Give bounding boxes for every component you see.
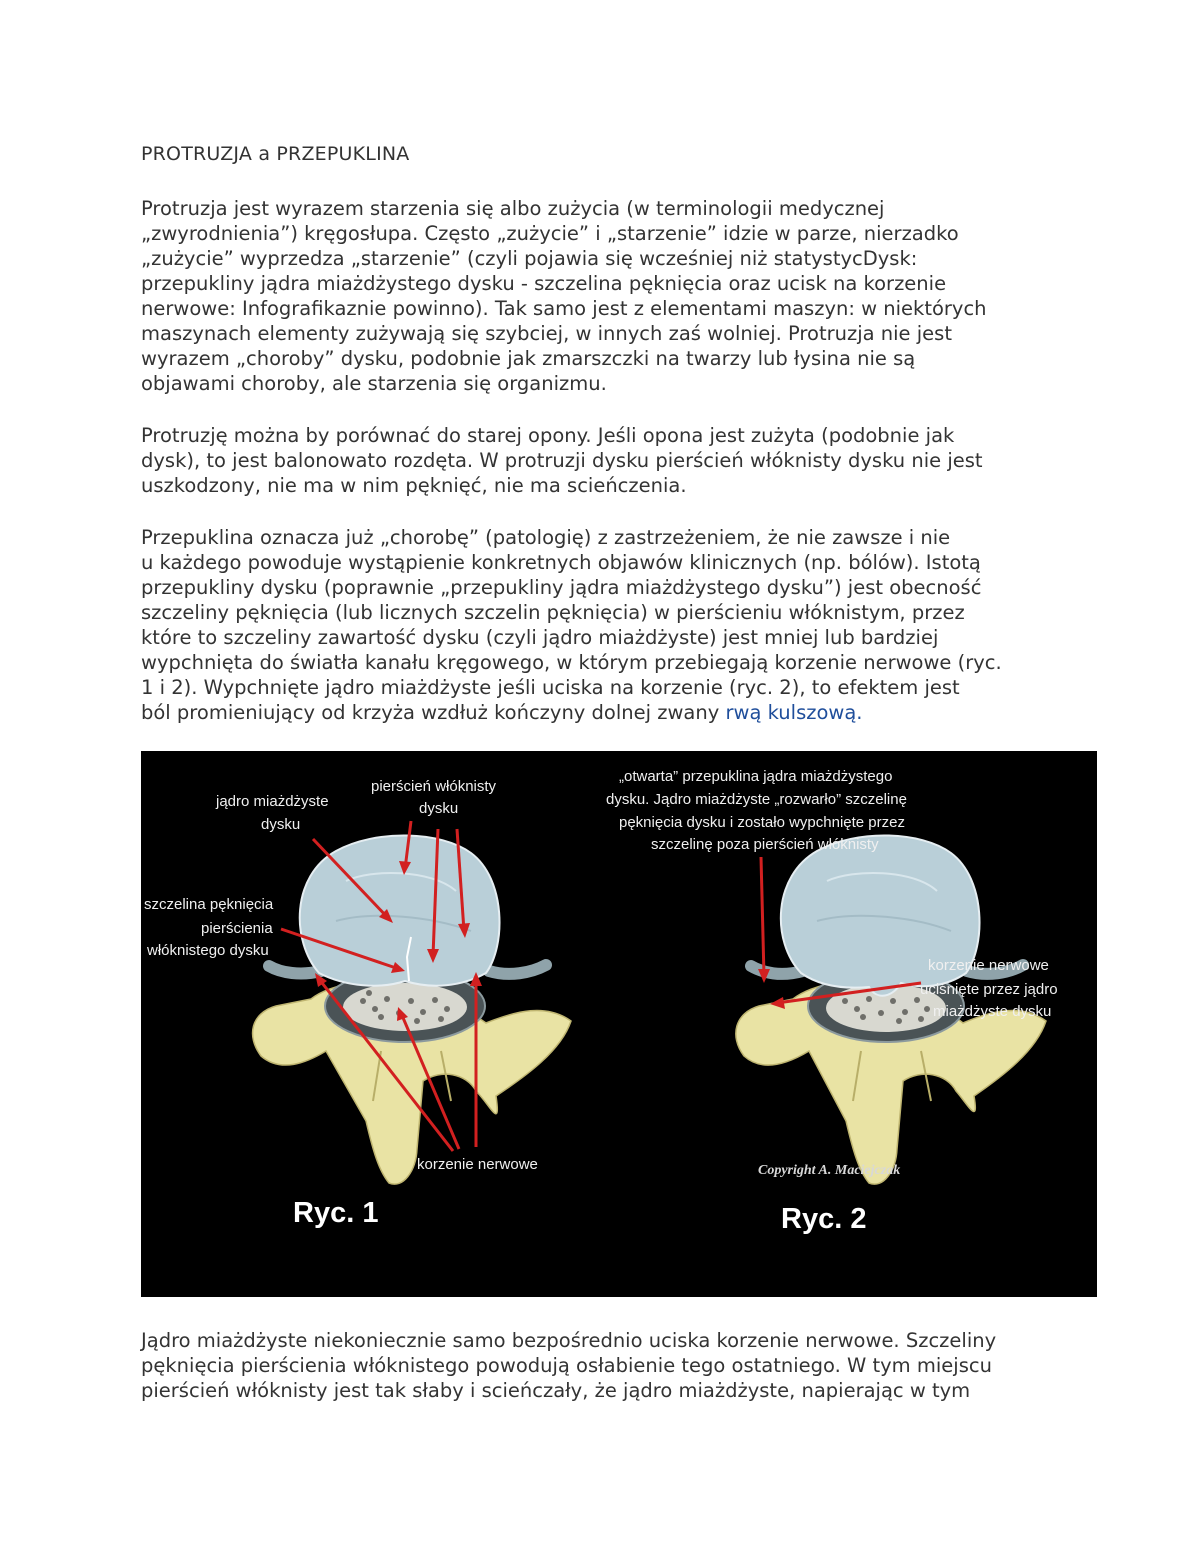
text-line: które to szczeliny zawartość dysku (czyli jądro miażdżyste) jest mniej lub bardziej	[141, 626, 939, 649]
label-roots-fig1: korzenie nerwowe	[417, 1156, 538, 1173]
text-line: pierścień włóknisty jest tak słaby i scieńczały, że jądro miażdżyste, napierając w tym	[141, 1379, 971, 1402]
text-line	[141, 700, 1086, 725]
text-line: objawami choroby, ale starzenia się organizmu.	[141, 372, 607, 395]
paragraph-tyre-comparison	[141, 423, 1086, 498]
text-line: przepukliny dysku (poprawnie „przepukliny jądra miażdżystego dysku”) jest obecność	[141, 576, 982, 599]
label-nucleus-line2: dysku	[261, 816, 301, 833]
label-open-line2: dysku. Jądro miażdżyste „rozwarło” szczelinę	[606, 791, 907, 808]
text-line: uszkodzony, nie ma w nim pęknięć, nie ma scieńczenia.	[141, 474, 687, 497]
disc-herniation-figure	[141, 751, 1097, 1297]
label-annulus-line1: pierścień włóknisty	[371, 778, 497, 795]
text-line: Protruzję można by porównać do starej opony. Jeśli opona jest zużyta (podobnie jak	[141, 424, 955, 447]
text-line: dysk), to jest balonowato rozdęta. W protruzji dysku pierścień włóknisty dysku nie jest	[141, 449, 983, 472]
text-line: „zużycie” wyprzedza „starzenie” (czyli pojawia się wcześniej niż statystycDysk:	[141, 247, 918, 270]
label-open-line4: szczelinę poza pierścień włóknisty	[651, 836, 879, 853]
label-fissure-line2: pierścienia	[201, 920, 273, 937]
label-roots-fig2-line3: miażdżyste dysku	[933, 1003, 1052, 1020]
label-annulus-line2: dysku	[419, 800, 459, 817]
caption-ryc-2: Ryc. 2	[781, 1203, 867, 1235]
label-fissure-line1: szczelina pęknięcia	[144, 896, 274, 913]
label-fissure-line3: włóknistego dysku	[147, 942, 269, 959]
sciatica-link[interactable]: rwą kulszową.	[725, 701, 863, 724]
document-title: PROTRUZJA a PRZEPUKLINA	[141, 143, 410, 165]
text-line: „zwyrodnienia”) kręgosłupa. Często „zużycie” i „starzenie” idzie w parze, nierzadko	[141, 222, 959, 245]
label-open-line1: „otwarta” przepuklina jądra miażdżystego	[619, 768, 893, 785]
text-line: szczeliny pęknięcia (lub licznych szczelin pęknięcia) w pierścieniu włóknistym, przez	[141, 601, 965, 624]
text-line: przepukliny jądra miażdżystego dysku - szczelina pęknięcia oraz ucisk na korzenie	[141, 272, 947, 295]
label-open-line3: pęknięcia dysku i zostało wypchnięte przez	[619, 814, 905, 831]
text-line: wyrazem „choroby” dysku, podobnie jak zmarszczki na twarzy lub łysina nie są	[141, 347, 916, 370]
label-roots-fig2-line2: uciśnięte przez jądro	[920, 981, 1058, 998]
label-roots-fig2-line1: korzenie nerwowe	[928, 957, 1049, 974]
text-line: Przepuklina oznacza już „chorobę” (patologię) z zastrzeżeniem, że nie zawsze i nie	[141, 526, 951, 549]
text-line: wypchnięta do światła kanału kręgowego, w którym przebiegają korzenie nerwowe (ryc.	[141, 651, 1002, 674]
paragraph-nucleus-pressure	[141, 1328, 1086, 1403]
text-line: u każdego powoduje wystąpienie konkretnych objawów klinicznych (np. bólów). Istotą	[141, 551, 981, 574]
paragraph-protrusion	[141, 196, 1086, 396]
text-line: Jądro miażdżyste niekoniecznie samo bezpośrednio uciska korzenie nerwowe. Szczeliny	[141, 1329, 997, 1352]
text-line: pęknięcia pierścienia włóknistego powodują osłabienie tego ostatniego. W tym miejscu	[141, 1354, 992, 1377]
text-line: nerwowe: Infografikaznie powinno). Tak samo jest z elementami maszyn: w niektórych	[141, 297, 987, 320]
paragraph-hernia	[141, 525, 1086, 725]
text-line: Protruzja jest wyrazem starzenia się albo zużycia (w terminologii medycznej	[141, 197, 885, 220]
copyright-note: Copyright A. Maciejczak	[758, 1163, 901, 1178]
caption-ryc-1: Ryc. 1	[293, 1197, 379, 1229]
text-line-prefix: ból promieniujący od krzyża wzdłuż kończyny dolnej zwany	[141, 701, 726, 724]
label-nucleus-line1: jądro miażdżyste	[216, 793, 329, 810]
text-line: 1 i 2). Wypchnięte jądro miażdżyste jeśli uciska na korzenie (ryc. 2), to efektem jest	[141, 676, 960, 699]
text-line: maszynach elementy zużywają się szybciej, w innych zaś wolniej. Protruzja nie jest	[141, 322, 952, 345]
